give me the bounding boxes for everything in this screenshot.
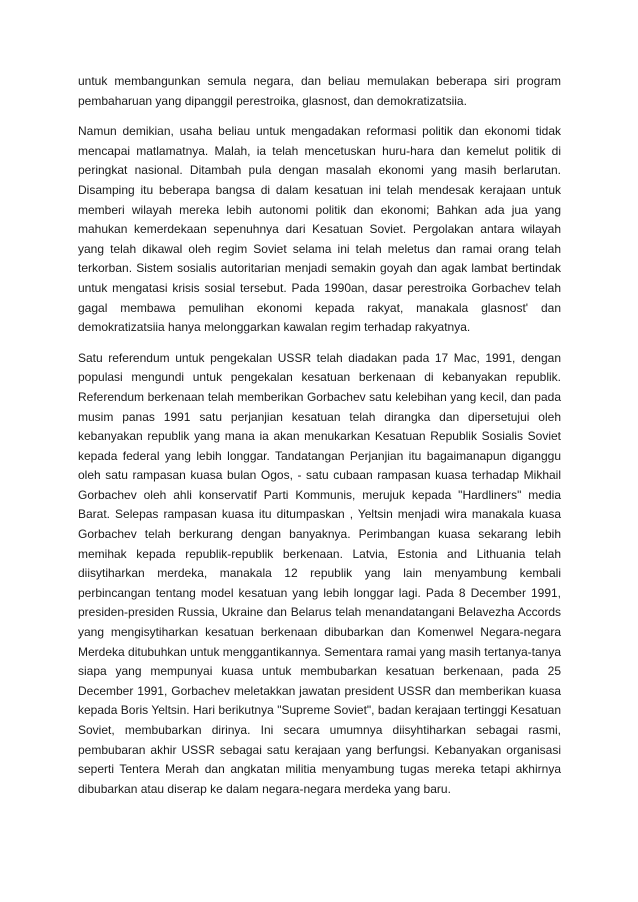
paragraph-3: Satu referendum untuk pengekalan USSR telah diadakan pada 17 Mac, 1991, dengan populasi mengundi untuk pengekalan kesatuan berkenaan di kebanyakan republik. Referendum berkenaan telah memberikan Gorbachev satu kelebihan yang kecil, dan pada musim panas 1991 satu perjanjian kesatuan telah dirangka dan dipersetujui oleh kebanyakan republik yang mana ia akan menukarkan Kesatuan Republik Sosialis Soviet kepada federal yang lebih longgar. Tandatangan Perjanjian itu bagaimanapun diganggu oleh satu rampasan kuasa bulan Ogos, - satu cubaan rampasan kuasa terhadap Mikhail Gorbachev oleh ahli konservatif Parti Kommunis, merujuk kepada "Hardliners" media Barat. Selepas rampasan kuasa itu ditumpaskan , Yeltsin menjadi wira manakala kuasa Gorbachev telah berkurang dengan banyaknya. Perimbangan kuasa sekarang lebih memihak kepada republik-republik berkenaan. Latvia, Estonia and Lithuania telah diisytiharkan merdeka, manakala 12 republik yang lain menyambung kembali perbincangan tentang model kesatuan yang lebih longgar lagi. Pada 8 December 1991, presiden-presiden Russia, Ukraine dan Belarus telah menandatangani Belavezha Accords yang mengisytiharkan kesatuan berkenaan dibubarkan dan Komenwel Negara-negara Merdeka ditubuhkan untuk menggantikannya. Sementara ramai yang masih tertanya-tanya siapa yang mempunyai kuasa untuk membubarkan kesatuan berkenaan, pada 25 December 1991, Gorbachev meletakkan jawatan president USSR dan memberikan kuasa kepada Boris Yeltsin. Hari berikutnya "Supreme Soviet", badan kerajaan tertinggi Kesatuan Soviet, membubarkan dirinya. Ini secara umumnya diisyhtiharkan sebagai rasmi, pembubaran akhir USSR sebagai satu kerajaan yang berfungsi. Kebanyakan organisasi seperti Tentera Merah dan angkatan militia menyambung tugas mereka tetapi akhirnya dibubarkan atau diserap ke dalam negara-negara merdeka yang baru. [78, 350, 561, 796]
paragraph-1: untuk membangunkan semula negara, dan beliau memulakan beberapa siri program pembaharuan yang dipanggil perestroika, glasnost, dan demokratizatsiia. [78, 74, 561, 108]
paragraph-2: Namun demikian, usaha beliau untuk mengadakan reformasi politik dan ekonomi tidak mencapai matlamatnya. Malah, ia telah mencetuskan huru-hara dan kemelut politik di peringkat nasional. Ditambah pula dengan masalah ekonomi yang masih berlarutan. Disamping itu beberapa bangsa di dalam kesatuan ini telah mendesak kerajaan untuk memberi wilayah mereka lebih autonomi politik dan ekonomi; Bahkan ada jua yang mahukan kemerdekaan sepenuhnya dari Kesatuan Soviet. Pergolakan antara wilayah yang telah dikawal oleh regim Soviet selama ini telah meletus dan ramai orang telah terkorban. Sistem sosialis autoritarian menjadi semakin goyah dan agak lambat bertindak untuk mengatasi krisis sosial tersebut. Pada 1990an, dasar perestroika Gorbachev telah gagal membawa pemulihan ekonomi kepada rakyat, manakala glasnost' dan demokratizatsiia hanya melonggarkan kawalan regim terhadap rakyatnya. [78, 124, 561, 335]
document-page [78, 72, 561, 810]
